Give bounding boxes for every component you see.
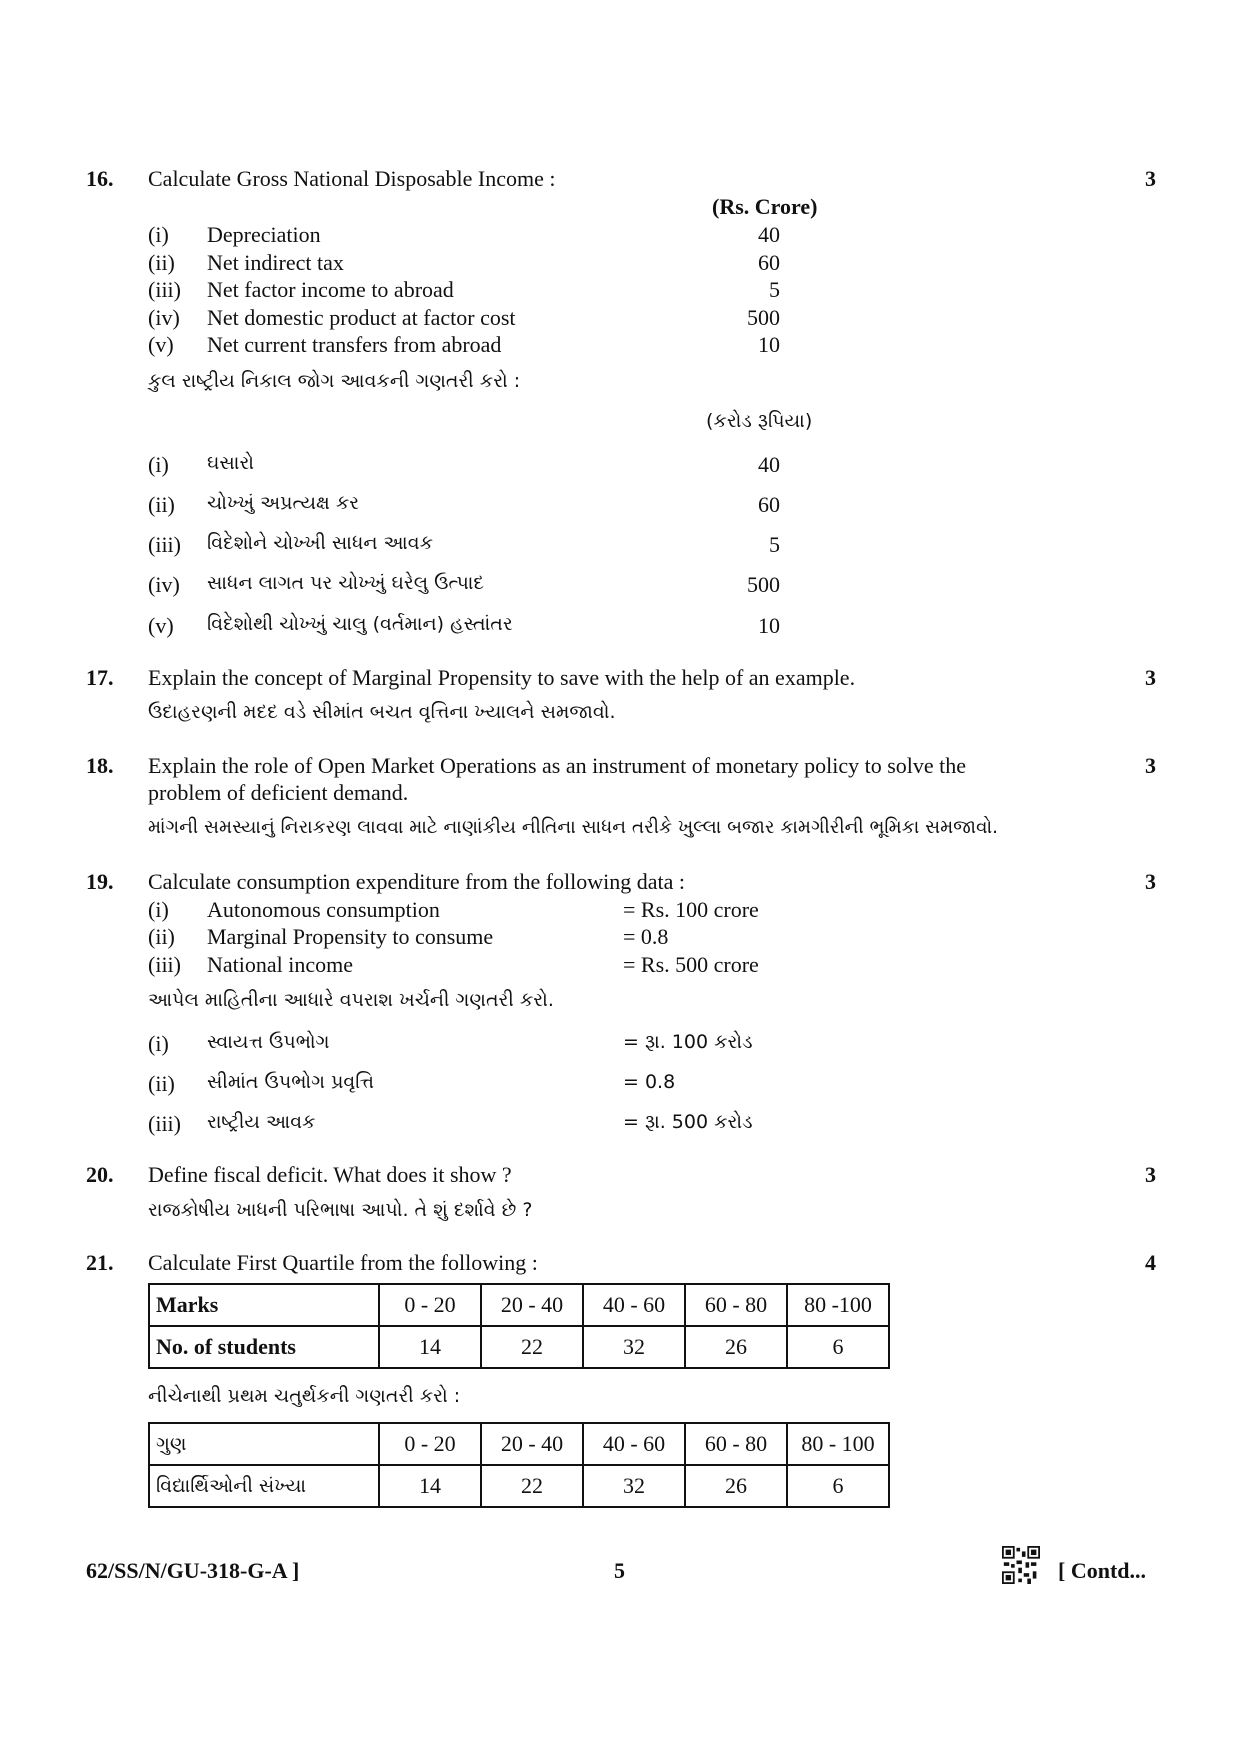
q16-text-gu: કુલ રાષ્ટ્રીય નિકાલ જોગ આવકની ગણતરી કરો :	[148, 370, 521, 392]
table-cell: 32	[583, 1465, 685, 1507]
item-label: સ્વાયત્ત ઉપભોગ	[207, 1031, 330, 1053]
table-cell: 22	[481, 1326, 583, 1368]
table-cell: 14	[379, 1465, 481, 1507]
q16-unit-gu: (કરોડ રૂપિયા)	[706, 410, 813, 432]
item-roman: (i)	[148, 897, 169, 922]
q21-number: 21.	[86, 1250, 114, 1275]
item-label: Marginal Propensity to consume	[207, 924, 494, 949]
item-roman: (iii)	[148, 952, 181, 977]
table-cell: 0 - 20	[379, 1423, 481, 1465]
item-roman: (ii)	[148, 1071, 175, 1096]
table-cell: 0 - 20	[379, 1284, 481, 1326]
item-value: = રૂા. 100 કરોડ	[623, 1031, 753, 1053]
item-value: = રૂા. 500 કરોડ	[623, 1111, 753, 1133]
table-cell: 60 - 80	[685, 1284, 787, 1326]
table-cell: 40 - 60	[583, 1284, 685, 1326]
q18-marks: 3	[1145, 753, 1156, 778]
table-cell: ગુણ	[149, 1423, 379, 1465]
q19-number: 19.	[86, 869, 114, 894]
q21-text: Calculate First Quartile from the following :	[148, 1250, 538, 1275]
item-value: = 0.8	[623, 1071, 676, 1093]
table-cell: વિદ્યાર્થિઓની સંખ્યા	[149, 1465, 379, 1507]
item-value: 5	[769, 277, 780, 302]
item-label: ચોખ્ખું અપ્રત્યક્ષ કર	[207, 492, 360, 514]
item-roman: (iii)	[148, 277, 181, 302]
q17-marks: 3	[1145, 665, 1156, 690]
item-value: 500	[747, 305, 780, 330]
q17-text: Explain the concept of Marginal Propensity to save with the help of an example.	[148, 665, 856, 690]
item-value: 500	[747, 572, 780, 597]
table-row	[149, 1284, 889, 1326]
q20-text: Define fiscal deficit. What does it show ?	[148, 1162, 512, 1187]
q16-unit-en: (Rs. Crore)	[712, 194, 818, 219]
q20-marks: 3	[1145, 1162, 1156, 1187]
item-label: વિદેશોને ચોખ્ખી સાધન આવક	[207, 532, 433, 554]
q18-text-line1: Explain the role of Open Market Operations as an instrument of monetary policy to solve the	[148, 753, 967, 778]
table-row	[149, 1423, 889, 1465]
item-roman: (ii)	[148, 492, 175, 517]
item-label: સાધન લાગત પર ચોખ્ખું ઘરેલુ ઉત્પાદ	[207, 572, 485, 594]
item-roman: (v)	[148, 332, 174, 357]
page-number: 5	[614, 1558, 625, 1583]
item-value: = Rs. 500 crore	[623, 952, 759, 977]
item-roman: (i)	[148, 1031, 169, 1056]
item-label: Depreciation	[207, 222, 321, 247]
q21-marks: 4	[1145, 1250, 1156, 1275]
item-label: ઘસારો	[207, 452, 255, 474]
item-value: 10	[758, 613, 780, 638]
q18-text-line2: problem of deficient demand.	[148, 780, 409, 805]
table-cell: 60 - 80	[685, 1423, 787, 1465]
table-cell: 26	[685, 1326, 787, 1368]
item-value: = Rs. 100 crore	[623, 897, 759, 922]
table-row	[149, 1326, 889, 1368]
item-label: Autonomous consumption	[207, 897, 440, 922]
item-roman: (v)	[148, 613, 174, 638]
table-cell: 6	[787, 1326, 889, 1368]
item-value: 40	[758, 452, 780, 477]
table-cell: 40 - 60	[583, 1423, 685, 1465]
q16-number: 16.	[86, 166, 114, 191]
q19-text: Calculate consumption expenditure from the following data :	[148, 869, 686, 894]
table-cell: 14	[379, 1326, 481, 1368]
qr-code-icon	[1002, 1546, 1040, 1584]
q21-text-gu: નીચેનાથી પ્રથમ ચતુર્થકની ગણતરી કરો :	[148, 1385, 461, 1407]
table-cell: 32	[583, 1326, 685, 1368]
item-label: Net domestic product at factor cost	[207, 305, 516, 330]
item-roman: (i)	[148, 222, 169, 247]
table-cell: No. of students	[149, 1326, 379, 1368]
q19-text-gu: આપેલ માહિતીના આધારે વપરાશ ખર્ચની ગણતરી કરો.	[148, 989, 554, 1011]
item-value: 60	[758, 492, 780, 517]
item-value: 5	[769, 532, 780, 557]
table-cell: 22	[481, 1465, 583, 1507]
item-value: 60	[758, 250, 780, 275]
item-roman: (ii)	[148, 250, 175, 275]
q17-text-gu: ઉદાહરણની મદદ વડે સીમાંત બચત વૃત્તિના ખ્યાલને સમજાવો.	[148, 701, 616, 723]
item-label: વિદેશોથી ચોખ્ખું ચાલુ (વર્તમાન) હસ્તાંતર	[207, 613, 513, 635]
paper-code: 62/SS/N/GU-318-G-A ]	[86, 1558, 300, 1583]
item-roman: (iv)	[148, 305, 180, 330]
item-value: = 0.8	[623, 924, 669, 949]
table-cell: 20 - 40	[481, 1284, 583, 1326]
table-cell: 80 -100	[787, 1284, 889, 1326]
table-cell: 6	[787, 1465, 889, 1507]
item-value: 40	[758, 222, 780, 247]
q16-marks: 3	[1145, 166, 1156, 191]
contd-label: [ Contd...	[1058, 1558, 1147, 1583]
q17-number: 17.	[86, 665, 114, 690]
item-label: National income	[207, 952, 354, 977]
item-label: સીમાંત ઉપભોગ પ્રવૃત્તિ	[207, 1071, 375, 1093]
table-cell: Marks	[149, 1284, 379, 1326]
table-cell: 80 - 100	[787, 1423, 889, 1465]
q16-text: Calculate Gross National Disposable Income :	[148, 166, 556, 191]
table-cell: 20 - 40	[481, 1423, 583, 1465]
q20-number: 20.	[86, 1162, 114, 1187]
item-label: Net factor income to abroad	[207, 277, 454, 302]
table-cell: 26	[685, 1465, 787, 1507]
q18-number: 18.	[86, 753, 114, 778]
item-roman: (ii)	[148, 924, 175, 949]
q21-table-gu	[148, 1422, 890, 1508]
q21-table-en	[148, 1283, 890, 1369]
item-value: 10	[758, 332, 780, 357]
q19-marks: 3	[1145, 869, 1156, 894]
item-label: Net indirect tax	[207, 250, 344, 275]
item-roman: (iv)	[148, 572, 180, 597]
item-roman: (i)	[148, 452, 169, 477]
q20-text-gu: રાજકોષીય ખાધની પરિભાષા આપો. તે શું દર્શાવે છે ?	[148, 1199, 533, 1221]
q18-text-gu: માંગની સમસ્યાનું નિરાકરણ લાવવા માટે નાણાંકીય નીતિના સાધન તરીકે ખુલ્લા બજાર કામગીરીની ભૂમિકા સમજાવો.	[148, 817, 999, 838]
item-label: Net current transfers from abroad	[207, 332, 502, 357]
item-roman: (iii)	[148, 532, 181, 557]
table-row	[149, 1465, 889, 1507]
item-roman: (iii)	[148, 1111, 181, 1136]
item-label: રાષ્ટ્રીય આવક	[207, 1111, 316, 1133]
